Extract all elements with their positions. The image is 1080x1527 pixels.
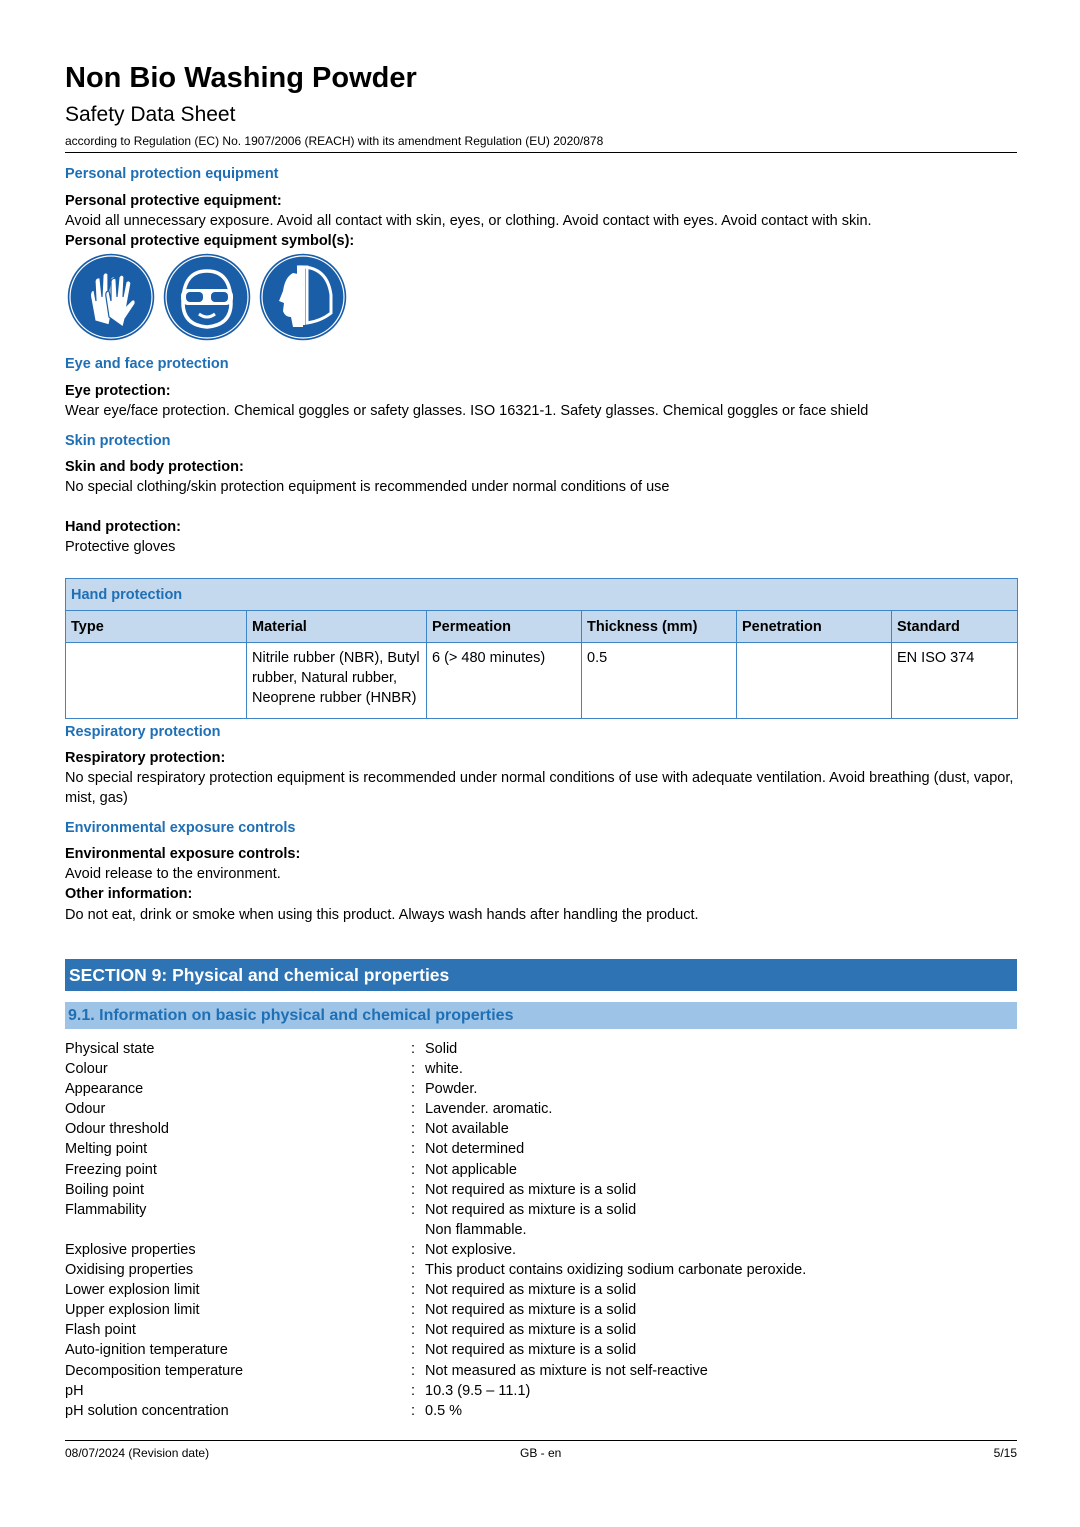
property-row [65, 1300, 1017, 1320]
document-title: Non Bio Washing Powder [65, 62, 417, 94]
property-row [65, 1280, 1017, 1300]
property-value: Not measured as mixture is not self-reactive [425, 1362, 708, 1379]
col-header-thickness: Thickness (mm) [582, 611, 737, 643]
property-row [65, 1059, 1017, 1079]
other-info-text: Do not eat, drink or smoke when using this product. Always wash hands after handling the product. [65, 907, 699, 923]
property-row [65, 1401, 1017, 1421]
property-value-cell [425, 1099, 1017, 1119]
property-label: Auto-ignition temperature [65, 1342, 228, 1359]
property-label: Boiling point [65, 1181, 144, 1198]
property-row [65, 1039, 1017, 1059]
property-colon: : [411, 1402, 416, 1419]
property-row [65, 1180, 1017, 1200]
property-value: Not required as mixture is a solid [425, 1201, 637, 1218]
property-value-cell [425, 1240, 1017, 1260]
cell-standard: EN ISO 374 [892, 643, 1018, 719]
respiratory-heading: Respiratory protection [65, 724, 221, 740]
footer-locale: GB - en [520, 1446, 562, 1460]
property-colon: : [411, 1302, 416, 1319]
property-label: Oxidising properties [65, 1262, 194, 1279]
property-label: Freezing point [65, 1161, 157, 1178]
property-colon: : [411, 1061, 416, 1078]
property-value-cell [425, 1160, 1017, 1180]
property-value: Not required as mixture is a solid [425, 1282, 637, 1299]
property-colon: : [411, 1081, 416, 1098]
col-header-standard: Standard [892, 611, 1018, 643]
property-colon: : [411, 1262, 416, 1279]
respiratory-text: No special respiratory protection equipment is recommended under normal conditions of use with adequate ventilation. Avoid breathing (dust, vapor, mist, gas) [65, 770, 1014, 806]
property-value: Not applicable [425, 1161, 517, 1178]
property-colon: : [411, 1141, 416, 1158]
hand-text: Protective gloves [65, 539, 176, 555]
property-colon: : [411, 1322, 416, 1339]
property-colon: : [411, 1121, 416, 1138]
face-shield-icon [257, 251, 349, 343]
regulation-line: according to Regulation (EC) No. 1907/2006 (REACH) with its amendment Regulation (EU) 2020/878 [65, 134, 604, 148]
property-value-cell [425, 1059, 1017, 1079]
ppe-symbols-label: Personal protective equipment symbol(s): [65, 233, 355, 249]
property-label: Odour [65, 1101, 106, 1118]
property-label: Melting point [65, 1141, 148, 1158]
property-colon: : [411, 1241, 416, 1258]
skin-heading: Skin protection [65, 433, 171, 449]
property-value-cell [425, 1119, 1017, 1139]
property-value-cell [425, 1340, 1017, 1360]
property-colon: : [411, 1101, 416, 1118]
property-colon: : [411, 1201, 416, 1218]
property-value: Not explosive. [425, 1241, 517, 1258]
property-colon: : [411, 1181, 416, 1198]
property-value: white. [425, 1061, 463, 1078]
property-label: Physical state [65, 1041, 155, 1057]
property-label: Appearance [65, 1081, 144, 1098]
property-value-cell [425, 1180, 1017, 1200]
property-value: Not required as mixture is a solid [425, 1181, 637, 1198]
property-row [65, 1340, 1017, 1360]
properties-list [65, 1039, 1017, 1421]
eye-label: Eye protection: [65, 383, 171, 399]
hand-protection-table [65, 578, 1018, 719]
environmental-label: Environmental exposure controls: [65, 846, 301, 862]
cell-thickness: 0.5 [582, 643, 737, 719]
property-value-cell [425, 1300, 1017, 1320]
property-value: 10.3 (9.5 – 11.1) [425, 1382, 531, 1399]
property-colon: : [411, 1282, 416, 1299]
property-value-cell [425, 1280, 1017, 1300]
property-value-cell [425, 1260, 1017, 1280]
property-value-cell [425, 1079, 1017, 1099]
cell-material: Nitrile rubber (NBR), Butyl rubber, Natural rubber, Neoprene rubber (HNBR) [247, 643, 427, 719]
property-value: This product contains oxidizing sodium carbonate peroxide. [425, 1262, 807, 1279]
gloves-icon [65, 251, 157, 343]
property-colon: : [411, 1362, 416, 1379]
property-label: Upper explosion limit [65, 1302, 200, 1319]
property-value-cell [425, 1381, 1017, 1401]
property-row [65, 1119, 1017, 1139]
cell-type [66, 643, 247, 719]
property-label: Lower explosion limit [65, 1282, 200, 1299]
document-subtitle: Safety Data Sheet [65, 103, 236, 126]
property-row [65, 1361, 1017, 1381]
property-value: Not required as mixture is a solid [425, 1322, 637, 1339]
property-value: Powder. [425, 1081, 478, 1098]
property-row [65, 1240, 1017, 1260]
skin-label: Skin and body protection: [65, 459, 244, 475]
property-value: Not required as mixture is a solid [425, 1302, 637, 1319]
environmental-text: Avoid release to the environment. [65, 866, 281, 882]
col-header-permeation: Permeation [427, 611, 582, 643]
other-info-label: Other information: [65, 886, 193, 902]
property-value: Lavender. aromatic. [425, 1101, 553, 1118]
cell-penetration [737, 643, 892, 719]
property-value: 0.5 % [425, 1402, 463, 1419]
property-value-extra: Non flammable. [425, 1221, 527, 1238]
property-row [65, 1381, 1017, 1401]
eye-heading: Eye and face protection [65, 356, 229, 372]
property-label: Decomposition temperature [65, 1362, 244, 1379]
property-label: Colour [65, 1061, 108, 1078]
table-caption: Hand protection [66, 579, 1018, 611]
property-label: Flash point [65, 1322, 136, 1339]
ppe-symbols [65, 251, 349, 343]
hand-label: Hand protection: [65, 519, 181, 535]
ppe-text: Avoid all unnecessary exposure. Avoid all contact with skin, eyes, or clothing. Avoid contact with eyes. Avoid contact with skin. [65, 213, 872, 229]
property-colon: : [411, 1382, 416, 1399]
skin-text: No special clothing/skin protection equipment is recommended under normal conditions of use [65, 479, 670, 495]
property-colon: : [411, 1041, 416, 1057]
respiratory-label: Respiratory protection: [65, 750, 226, 766]
header-divider [65, 152, 1017, 153]
property-row [65, 1079, 1017, 1099]
col-header-type: Type [66, 611, 247, 643]
property-label: Flammability [65, 1201, 147, 1218]
property-label: Odour threshold [65, 1121, 169, 1138]
property-value: Solid [425, 1041, 458, 1057]
col-header-material: Material [247, 611, 427, 643]
property-value-cell [425, 1401, 1017, 1421]
eye-text: Wear eye/face protection. Chemical goggles or safety glasses. ISO 16321-1. Safety glasses. Chemical goggles or face shield [65, 403, 869, 419]
property-value: Not determined [425, 1141, 525, 1158]
table-row [66, 643, 1018, 719]
environmental-heading: Environmental exposure controls [65, 820, 296, 836]
property-value: Not available [425, 1121, 509, 1138]
footer-revision-date: 08/07/2024 (Revision date) [65, 1446, 210, 1460]
ppe-heading: Personal protection equipment [65, 166, 279, 182]
ppe-label: Personal protective equipment: [65, 193, 282, 209]
footer-page-number: 5/15 [993, 1446, 1017, 1460]
property-value-cell [425, 1320, 1017, 1340]
property-value-cell [425, 1200, 1017, 1240]
property-colon: : [411, 1342, 416, 1359]
property-colon: : [411, 1161, 416, 1178]
section-9-1-title: 9.1. Information on basic physical and chemical properties [65, 1002, 1017, 1029]
property-value-cell [425, 1039, 1017, 1059]
goggles-icon [161, 251, 253, 343]
property-label: Explosive properties [65, 1241, 196, 1258]
cell-permeation: 6 (> 480 minutes) [427, 643, 582, 719]
property-value-cell [425, 1139, 1017, 1159]
section-9-title: SECTION 9: Physical and chemical properties [65, 959, 1017, 991]
col-header-penetration: Penetration [737, 611, 892, 643]
property-label: pH solution concentration [65, 1402, 229, 1419]
property-row [65, 1260, 1017, 1280]
property-row [65, 1200, 1017, 1240]
property-row [65, 1099, 1017, 1119]
property-row [65, 1160, 1017, 1180]
property-label: pH [65, 1382, 84, 1399]
property-row [65, 1139, 1017, 1159]
footer-divider [65, 1440, 1017, 1441]
property-value: Not required as mixture is a solid [425, 1342, 637, 1359]
property-value-cell [425, 1361, 1017, 1381]
property-row [65, 1320, 1017, 1340]
